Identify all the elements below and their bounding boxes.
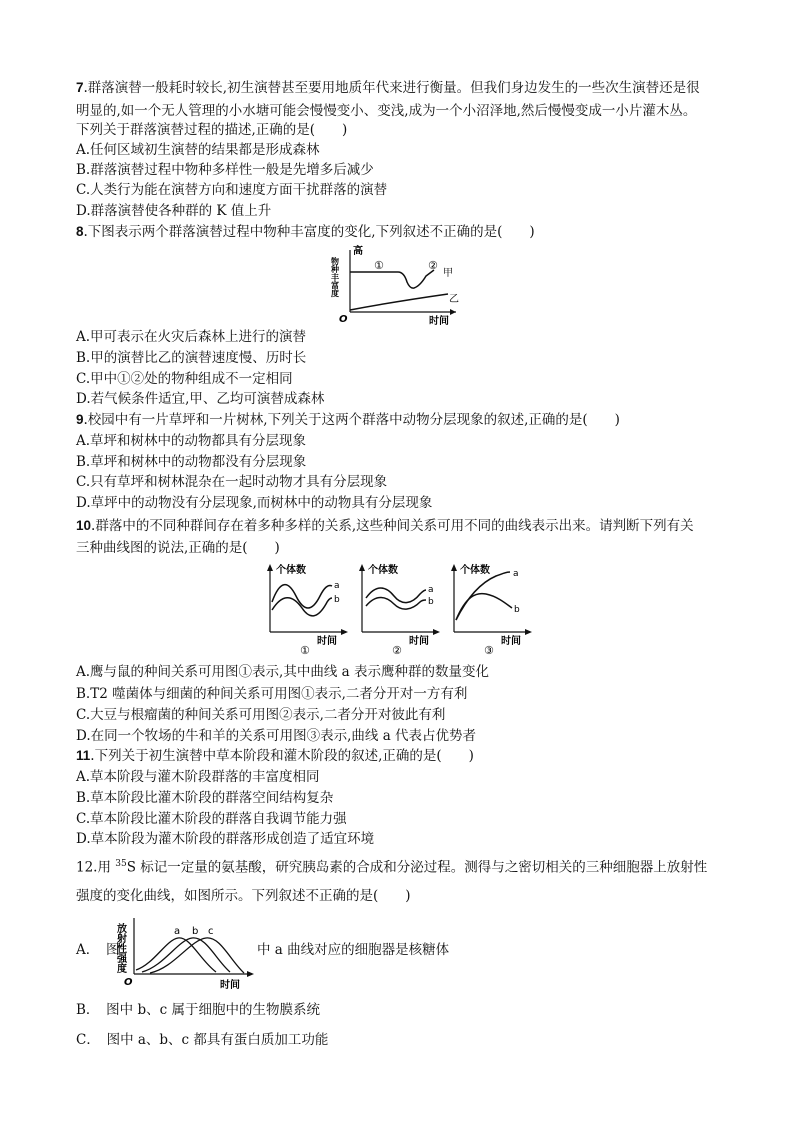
q8-figure	[332, 240, 472, 328]
q12-option-a-text: 中 a 曲线对应的细胞器是核糖体	[257, 942, 450, 958]
q10-fig3-curve-a	[456, 572, 510, 620]
q10-option-a: A.鹰与鼠的种间关系可用图①表示,其中曲线 a 表示鹰种群的数量变化	[76, 664, 489, 680]
q11-option-a: A.草本阶段与灌木阶段群落的丰富度相同	[76, 769, 320, 785]
q7-option-a: A.任何区域初生演替的结果都是形成森林	[76, 142, 320, 158]
q8-ylabel: 物种丰富度	[330, 257, 340, 297]
q10-number: 10	[76, 518, 92, 533]
q10-fig1-label-a: a	[334, 581, 340, 591]
q10-figure-3	[446, 560, 534, 656]
q12-label-b: b	[192, 926, 199, 937]
q8-label-jia: 甲	[443, 268, 453, 279]
q12-ylabel: 放射性强度	[114, 923, 126, 973]
q10-fig3-xlabel: 时间	[501, 636, 521, 647]
q10-fig2-xlabel: 时间	[409, 636, 429, 647]
q7-line-3: 下列关于群落演替过程的描述,正确的是( )	[76, 122, 348, 138]
q9-stem: 9.校园中有一片草坪和一片树林,下列关于这两个群落中动物分层现象的叙述,正确的是( )	[76, 412, 620, 428]
q10-fig2-label-a: a	[428, 585, 434, 595]
q7-option-b: B.群落演替过程中物种多样性一般是先增多后减少	[76, 162, 374, 178]
q12-line-2: 强度的变化曲线，如图所示。下列叙述不正确的是( )	[76, 888, 411, 904]
q8-origin: O	[339, 314, 348, 325]
q8-mark-2: ②	[428, 259, 438, 272]
q10-fig2-caption: ②	[392, 644, 402, 657]
q8-stem: 8.下图表示两个群落演替过程中物种丰富度的变化,下列叙述不正确的是( )	[76, 224, 535, 240]
q8-ytop-label: 高	[353, 246, 363, 257]
q8-option-d: D.若气候条件适宜,甲、乙均可演替成森林	[76, 391, 325, 407]
q11-option-c: C.草本阶段比灌木阶段的群落自我调节能力强	[76, 811, 347, 827]
q11-number: 11	[76, 748, 91, 763]
q10-fig1-ylabel: 个体数	[276, 565, 306, 576]
q10-option-d: D.在同一个牧场的牛和羊的关系可用图③表示,曲线 a 代表占优势者	[76, 728, 477, 744]
q12-origin: O	[124, 977, 133, 988]
q10-line-2: 三种曲线图的说法,正确的是( )	[76, 540, 280, 556]
q7-line-1: 7.群落演替一般耗时较长,初生演替甚至要用地质年代来进行衡量。但我们身边发生的一些次生演替还是很	[76, 80, 700, 96]
q7-option-d: D.群落演替使各种群的 K 值上升	[76, 203, 272, 219]
q7-number: 7	[76, 80, 84, 95]
q9-number: 9	[76, 412, 84, 427]
q8-label-yi: 乙	[449, 294, 459, 305]
q10-fig3-label-a: a	[513, 569, 519, 579]
q9-option-b: B.草坪和树林中的动物都没有分层现象	[76, 454, 307, 470]
q10-fig2-label-b: b	[428, 597, 434, 607]
q12-option-c: C． 图中 a、b、c 都具有蛋白质加工功能	[76, 1032, 329, 1048]
q10-fig2-ylabel: 个体数	[368, 565, 398, 576]
q8-option-b: B.甲的演替比乙的演替速度慢、历时长	[76, 350, 307, 366]
q10-fig1-caption: ①	[300, 644, 310, 657]
q8-curve-jia	[350, 270, 434, 288]
q8-option-c: C.甲中①②处的物种组成不一定相同	[76, 371, 293, 387]
q9-option-c: C.只有草坪和树林混杂在一起时动物才具有分层现象	[76, 474, 388, 490]
q8-x-arrow	[450, 309, 456, 315]
q10-fig1-curve-a	[272, 585, 332, 608]
q10-fig1-curve-b	[272, 598, 332, 616]
q10-fig1-label-b: b	[334, 595, 340, 605]
q10-figure-1	[262, 560, 350, 656]
q12-xlabel: 时间	[220, 980, 240, 991]
q8-mark-1: ①	[374, 259, 384, 272]
q10-option-b: B.T2 噬菌体与细菌的种间关系可用图①表示,二者分开对一方有利	[76, 686, 468, 702]
q11-stem: 11.下列关于初生演替中草本阶段和灌木阶段的叙述,正确的是( )	[76, 748, 474, 764]
q12-label-a: a	[174, 926, 181, 937]
q12-figure	[116, 912, 256, 990]
q11-option-b: B.草本阶段比灌木阶段的群落空间结构复杂	[76, 790, 334, 806]
q10-fig3-curve-b	[456, 594, 512, 620]
q12-curve-c	[150, 938, 244, 973]
q12-option-b: B． 图中 b、c 属于细胞中的生物膜系统	[76, 1002, 320, 1018]
q10-fig1-xlabel: 时间	[317, 636, 337, 647]
q12-line-1: 12.用 $^{35}$S 标记一定量的氨基酸，研究胰岛素的合成和分泌过程。测得与之密切相关的三种细胞器上放射性	[76, 859, 708, 876]
q10-line-1: 10.群落中的不同种群间存在着多种多样的关系,这些种间关系可用不同的曲线表示出来。请判断下列有关	[76, 518, 694, 534]
q8-number: 8	[76, 224, 84, 239]
q10-fig3-label-b: b	[514, 605, 520, 615]
q8-xlabel: 时间	[429, 316, 449, 327]
q10-fig3-ylabel: 个体数	[460, 565, 490, 576]
q10-fig2-curve-a	[366, 588, 426, 603]
q7-option-c: C.人类行为能在演替方向和速度方面干扰群落的演替	[76, 182, 388, 198]
q10-option-c: C.大豆与根瘤菌的种间关系可用图②表示,二者分开对彼此有利	[76, 707, 446, 723]
q9-option-d: D.草坪中的动物没有分层现象,而树林中的动物具有分层现象	[76, 495, 433, 511]
q12-label-c: c	[208, 926, 214, 937]
q12-option-a-label: A． 图	[76, 942, 120, 958]
q10-fig3-caption: ③	[484, 644, 494, 657]
q8-curve-yi	[350, 294, 448, 310]
q8-option-a: A.甲可表示在火灾后森林上进行的演替	[76, 329, 307, 345]
q7-line-2: 明显的,如一个无人管理的小水塘可能会慢慢变小、变浅,成为一个小沼泽地,然后慢慢变成一小片灌木丛。	[76, 103, 697, 119]
q12-curve-b	[142, 938, 230, 972]
q11-option-d: D.草本阶段为灌木阶段的群落形成创造了适宜环境	[76, 831, 375, 847]
q10-figure-2	[354, 560, 442, 656]
q9-option-a: A.草坪和树林中的动物都具有分层现象	[76, 433, 307, 449]
q12-superscript: 35	[115, 859, 127, 869]
